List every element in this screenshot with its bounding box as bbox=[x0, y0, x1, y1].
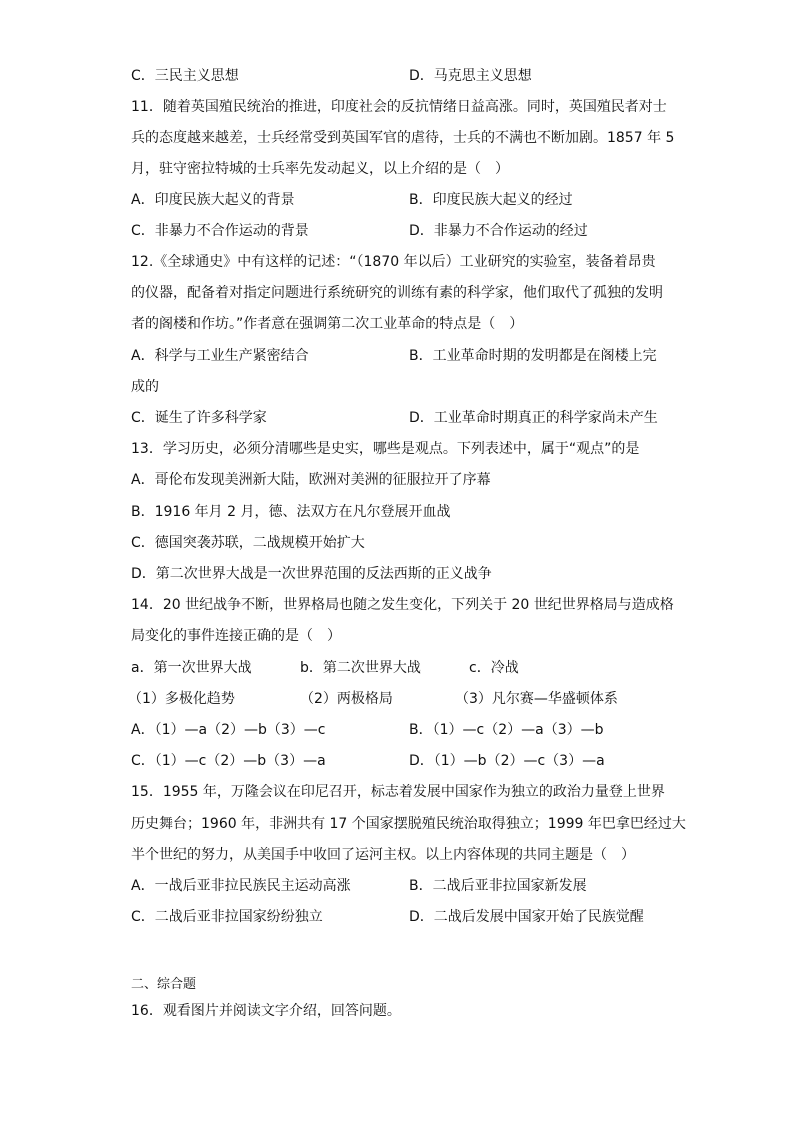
q15-stem-line-1: 15．1955 年，万隆会议在印尼召开，标志着发展中国家作为独立的政治力量登上世界 bbox=[131, 784, 665, 800]
q14-stem-line-1: 14．20 世纪战争不断，世界格局也随之发生变化，下列关于 20 世纪世界格局与造成格 bbox=[131, 597, 674, 613]
q13-stem-line-1: 13．学习历史，必须分清哪些是史实，哪些是观点。下列表述中，属于“观点”的是 bbox=[131, 441, 640, 457]
q13-option-d: D．第二次世界大战是一次世界范围的反法西斯的正义战争 bbox=[131, 566, 492, 582]
q15-stem-line-3: 半个世纪的努力，从美国手中收回了运河主权。以上内容体现的共同主题是（ ） bbox=[131, 847, 635, 863]
q15-option-a: A．一战后亚非拉民族民主运动高涨 bbox=[131, 878, 351, 894]
q15-option-c: C．二战后亚非拉国家纷纷独立 bbox=[131, 909, 323, 925]
q11-option-b: B．印度民族大起义的经过 bbox=[409, 192, 573, 208]
q12-stem-line-1: 12.《全球通史》中有这样的记述：“（1870 年以后）工业研究的实验室，装备着昂贵 bbox=[131, 254, 656, 270]
q14-option-d: D．（1）—b（2）—c（3）—a bbox=[409, 753, 605, 769]
q12-stem-line-3: 者的阁楼和作坊。”作者意在强调第二次工业革命的特点是（ ） bbox=[131, 316, 524, 332]
q11-option-c: C．非暴力不合作运动的背景 bbox=[131, 223, 309, 239]
q14-pattern-2: （2）两极格局 bbox=[300, 691, 393, 707]
q14-pattern-1: （1）多极化趋势 bbox=[128, 691, 235, 707]
q14-option-c: C．（1）—c（2）—b（3）—a bbox=[131, 753, 326, 769]
section-heading: 二、综合题 bbox=[131, 977, 197, 992]
q12-option-d: D．工业革命时期真正的科学家尚未产生 bbox=[409, 410, 658, 426]
q14-option-b: B．（1）—c（2）—a（3）—b bbox=[409, 722, 604, 738]
q12-option-b: B．工业革命时期的发明都是在阁楼上完 bbox=[409, 348, 657, 364]
q11-stem-line-1: 11．随着英国殖民统治的推进，印度社会的反抗情绪日益高涨。同时，英国殖民者对士 bbox=[131, 99, 667, 115]
q13-option-c: C．德国突袭苏联，二战规模开始扩大 bbox=[131, 535, 365, 551]
q12-stem-line-2: 的仪器，配备着对指定问题进行系统研究的训练有素的科学家，他们取代了孤独的发明 bbox=[131, 285, 663, 301]
q14-event-b: b．第二次世界大战 bbox=[300, 660, 421, 676]
q12-option-c: C．诞生了许多科学家 bbox=[131, 410, 267, 426]
q12-option-b-continued: 成的 bbox=[131, 379, 159, 395]
q11-stem-line-3: 月，驻守密拉特城的士兵率先发动起义，以上介绍的是（ ） bbox=[131, 161, 509, 177]
q14-event-c: c．冷战 bbox=[469, 660, 519, 676]
q14-pattern-3: （3）凡尔赛—华盛顿体系 bbox=[455, 691, 618, 707]
q13-option-a: A．哥伦布发现美洲新大陆，欧洲对美洲的征服拉开了序幕 bbox=[131, 472, 491, 488]
q16-stem-line-1: 16．观看图片并阅读文字介绍，回答问题。 bbox=[131, 1003, 401, 1019]
q11-option-a: A．印度民族大起义的背景 bbox=[131, 192, 295, 208]
q12-option-a: A．科学与工业生产紧密结合 bbox=[131, 348, 309, 364]
q10-option-c: C．三民主义思想 bbox=[131, 68, 239, 84]
q15-option-b: B．二战后亚非拉国家新发展 bbox=[409, 878, 587, 894]
q14-option-a: A．（1）—a（2）—b（3）—c bbox=[131, 722, 326, 738]
q13-option-b: B．1916 年月 2 月，德、法双方在凡尔登展开血战 bbox=[131, 504, 451, 520]
q11-stem-line-2: 兵的态度越来越差，士兵经常受到英国军官的虐待，士兵的不满也不断加剧。1857 年 5 bbox=[131, 130, 675, 146]
q15-stem-line-2: 历史舞台；1960 年，非洲共有 17 个国家摆脱殖民统治取得独立；1999 年巴拿巴经过大 bbox=[131, 816, 686, 832]
q10-option-d: D．马克思主义思想 bbox=[409, 68, 532, 84]
q14-event-a: a．第一次世界大战 bbox=[131, 660, 252, 676]
q11-option-d: D．非暴力不合作运动的经过 bbox=[409, 223, 588, 239]
q14-stem-line-2: 局变化的事件连接正确的是（ ） bbox=[131, 628, 341, 644]
q15-option-d: D．二战后发展中国家开始了民族觉醒 bbox=[409, 909, 644, 925]
